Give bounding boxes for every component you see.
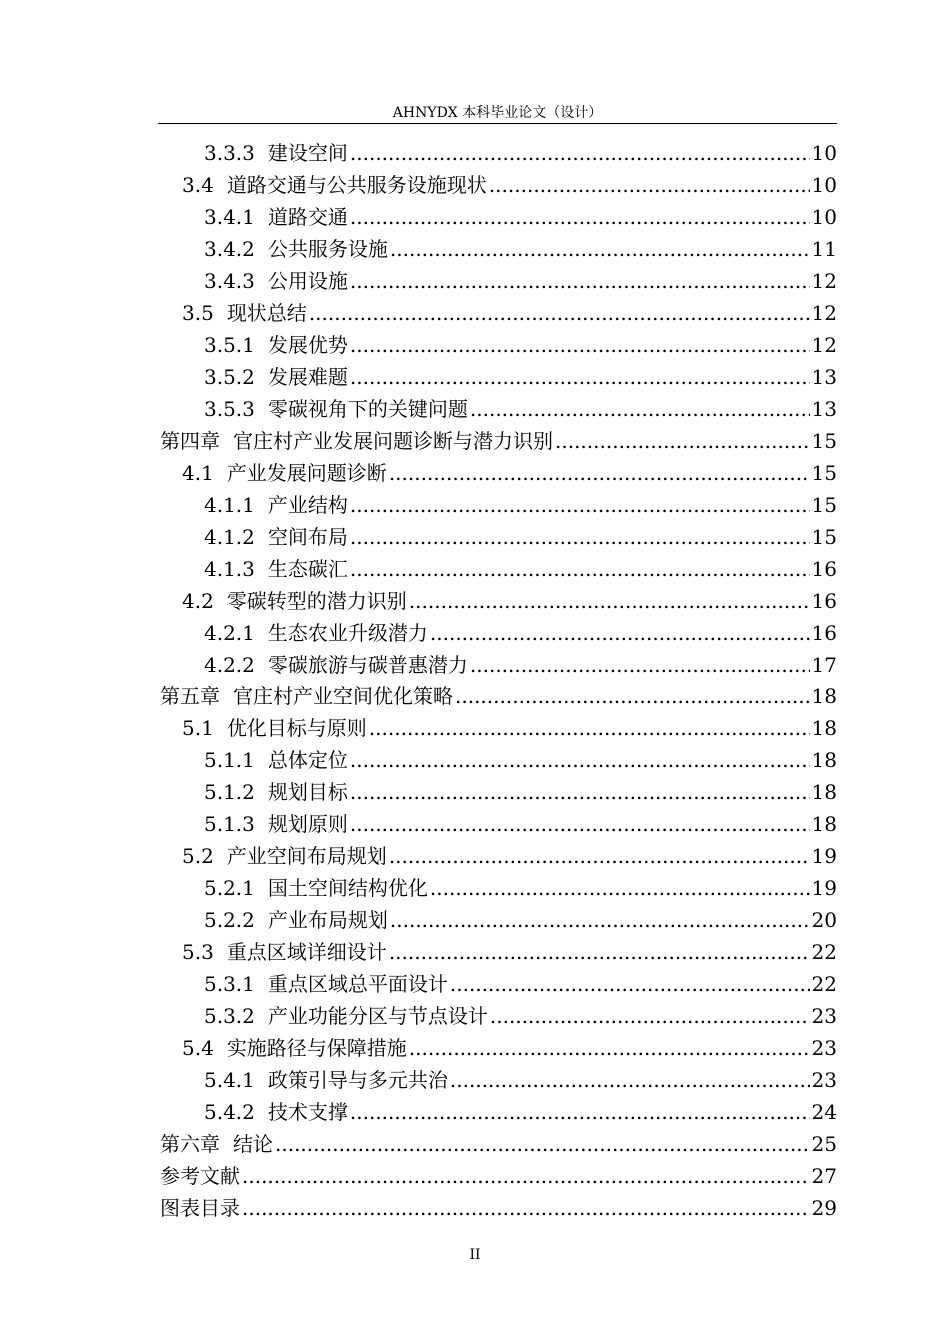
toc-entry-number: 5.4 [182,1036,214,1061]
toc-entry[interactable] [204,554,837,584]
toc-dot-leader [242,1193,810,1223]
toc-dot-leader [350,554,810,584]
toc-entry-title: 产业空间布局规划 [226,844,387,869]
toc-entry-number: 4.2.2 [204,652,255,677]
toc-entry-page: 15 [811,460,837,485]
toc-entry[interactable] [160,681,837,711]
toc-entry[interactable] [160,1193,837,1223]
header-rule [158,123,837,124]
toc-entry[interactable] [204,873,837,903]
toc-entry-title: 政策引导与多元共治 [267,1068,448,1093]
toc-entry-title: 发展难题 [267,364,348,389]
toc-entry[interactable] [204,1097,837,1127]
toc-entry-page: 25 [811,1132,837,1157]
toc-entry-title: 生态碳汇 [267,556,348,581]
toc-entry-title: 公共服务设施 [267,236,388,261]
toc-entry-number: 5.2 [182,844,214,869]
toc-entry-page: 10 [811,172,837,197]
toc-entry-number: 3.5 [182,300,214,325]
toc-entry-number: 3.5.1 [204,332,255,357]
toc-entry-number: 5.2.2 [204,908,255,933]
toc-entry[interactable] [204,490,837,520]
toc-entry-title: 总体定位 [267,748,348,773]
toc-entry[interactable] [182,713,837,743]
toc-entry-page: 18 [811,684,837,709]
toc-entry[interactable] [160,1161,837,1191]
toc-dot-leader [409,1033,810,1063]
toc-entry[interactable] [182,170,837,200]
toc-entry[interactable] [204,777,837,807]
toc-entry[interactable] [204,1001,837,1031]
toc-entry-page: 13 [811,364,837,389]
toc-entry[interactable] [160,426,837,456]
toc-entry-title: 公用设施 [267,268,348,293]
toc-entry[interactable] [204,522,837,552]
toc-entry-number: 4.1 [182,460,214,485]
toc-entry[interactable] [204,202,837,232]
toc-entry-page: 24 [811,1100,837,1125]
toc-entry-number: 5.3.1 [204,972,255,997]
toc-entry[interactable] [182,586,837,616]
toc-entry[interactable] [204,138,837,168]
toc-entry-title: 道路交通与公共服务设施现状 [226,172,487,197]
toc-entry-page: 12 [811,300,837,325]
toc-entry-page: 12 [811,332,837,357]
toc-entry-number: 3.4.3 [204,268,255,293]
toc-entry-number: 4.1.1 [204,492,255,517]
toc-entry-title: 发展优势 [267,332,348,357]
toc-entry-page: 23 [811,1068,837,1093]
toc-entry[interactable] [204,362,837,392]
toc-entry[interactable] [204,266,837,296]
page-header: AHNYDX 本科毕业论文（设计） [392,105,603,121]
toc-dot-leader [430,618,810,648]
toc-entry-title: 生态农业升级潜力 [267,620,428,645]
toc-entry-page: 23 [811,1004,837,1029]
toc-dot-leader [350,266,810,296]
toc-entry-title: 官庄村产业发展问题诊断与潜力识别 [233,428,553,453]
toc-entry-title: 官庄村产业空间优化策略 [233,684,453,709]
toc-entry-title: 技术支撑 [267,1100,348,1125]
toc-entry[interactable] [182,298,837,328]
toc-entry-number: 3.4 [182,172,214,197]
toc-entry-number: 5.2.1 [204,876,255,901]
toc-entry-page: 23 [811,1036,837,1061]
toc-entry[interactable] [204,745,837,775]
toc-entry-number: 3.4.1 [204,204,255,229]
toc-entry[interactable] [204,809,837,839]
toc-dot-leader [350,490,810,520]
toc-entry-title: 道路交通 [267,204,348,229]
toc-dot-leader [369,713,810,743]
toc-entry-page: 27 [811,1164,837,1189]
toc-dot-leader [389,458,810,488]
toc-entry-title: 规划目标 [267,780,348,805]
toc-entry-title: 产业布局规划 [267,908,388,933]
toc-dot-leader [350,362,810,392]
toc-entry-title: 空间布局 [267,524,348,549]
toc-entry-number: 5.1.2 [204,780,255,805]
toc-entry-page: 15 [811,524,837,549]
toc-entry-title: 建设空间 [267,141,348,165]
toc-entry[interactable] [182,458,837,488]
toc-entry-page: 16 [811,556,837,581]
toc-entry-page: 16 [811,620,837,645]
toc-dot-leader [490,1001,810,1031]
toc-entry-page: 13 [811,396,837,421]
toc-entry-number: 4.1.3 [204,556,255,581]
toc-dot-leader [470,650,810,680]
toc-entry-title: 实施路径与保障措施 [226,1036,407,1061]
toc-dot-leader [350,330,810,360]
toc-entry-title: 产业结构 [267,492,348,517]
toc-dot-leader [489,170,810,200]
toc-dot-leader [389,841,810,871]
toc-entry-number: 3.5.3 [204,396,255,421]
toc-entry[interactable] [204,969,837,999]
toc-entry-page: 10 [811,141,837,165]
toc-dot-leader [390,234,810,264]
toc-dot-leader [430,873,810,903]
toc-entry-page: 15 [811,428,837,453]
toc-entry-number: 第五章 [160,684,220,709]
toc-entry-title: 优化目标与原则 [226,716,367,741]
toc-entry[interactable] [204,234,837,264]
toc-entry-page: 20 [811,908,837,933]
toc-entry-title: 产业发展问题诊断 [226,460,387,485]
toc-entry-number: 第六章 [160,1132,220,1157]
toc-dot-leader [309,298,810,328]
toc-entry-number: 第四章 [160,428,220,453]
toc-dot-leader [350,1097,810,1127]
toc-entry-number: 3.3.3 [204,141,255,165]
toc-dot-leader [390,905,810,935]
toc-dot-leader [242,1161,810,1191]
toc-entry-title: 零碳转型的潜力识别 [226,588,407,613]
toc-entry-number: 4.2 [182,588,214,613]
toc-entry-title: 零碳旅游与碳普惠潜力 [267,652,468,677]
toc-dot-leader [350,138,810,168]
toc-entry-number: 5.1 [182,716,214,741]
toc-entry-number: 5.1.3 [204,812,255,837]
toc-entry-page: 29 [811,1196,837,1220]
toc-dot-leader [350,745,810,775]
toc-dot-leader [450,969,810,999]
toc-dot-leader [350,522,810,552]
toc-dot-leader [470,394,810,424]
toc-entry-title: 结论 [233,1132,273,1157]
toc-entry-title: 图表目录 [160,1196,240,1220]
toc-entry[interactable] [182,841,837,871]
toc-entry-page: 11 [811,236,837,261]
toc-entry[interactable] [204,905,837,935]
toc-entry[interactable] [182,937,837,967]
toc-dot-leader [555,426,810,456]
toc-entry[interactable] [204,650,837,680]
toc-entry-page: 22 [811,940,837,965]
toc-dot-leader [409,586,810,616]
toc-dot-leader [450,1065,810,1095]
toc-entry-number: 5.3.2 [204,1004,255,1029]
toc-entry-page: 15 [811,492,837,517]
toc-entry-number: 4.1.2 [204,524,255,549]
toc-dot-leader [350,777,810,807]
toc-entry-number: 3.5.2 [204,364,255,389]
toc-entry[interactable] [160,1129,837,1159]
toc-entry-page: 17 [811,652,837,677]
toc-dot-leader [275,1129,810,1159]
toc-entry-page: 18 [811,748,837,773]
toc-entry-page: 22 [811,972,837,997]
toc-dot-leader [455,681,810,711]
toc-entry[interactable] [204,618,837,648]
toc-entry-number: 3.4.2 [204,236,255,261]
toc-entry-title: 零碳视角下的关键问题 [267,396,468,421]
toc-entry-number: 5.1.1 [204,748,255,773]
toc-entry-title: 产业功能分区与节点设计 [267,1004,488,1029]
toc-entry-title: 规划原则 [267,812,348,837]
toc-entry-page: 18 [811,812,837,837]
toc-dot-leader [350,809,810,839]
page-number: II [469,1247,481,1263]
toc-entry-number: 5.4.2 [204,1100,255,1125]
toc-entry-title: 国土空间结构优化 [267,876,428,901]
toc-entry-title: 参考文献 [160,1164,240,1189]
toc-entry[interactable] [204,394,837,424]
toc-entry-number: 5.3 [182,940,214,965]
toc-entry-page: 10 [811,204,837,229]
toc-entry-number: 4.2.1 [204,620,255,645]
toc-entry[interactable] [204,330,837,360]
toc-entry-number: 5.4.1 [204,1068,255,1093]
toc-entry-page: 16 [811,588,837,613]
toc-entry-page: 19 [811,844,837,869]
toc-dot-leader [389,937,810,967]
toc-entry-page: 18 [811,716,837,741]
toc-entry-page: 12 [811,268,837,293]
toc-entry-title: 现状总结 [226,300,307,325]
toc-dot-leader [350,202,810,232]
toc-entry[interactable] [204,1065,837,1095]
toc-entry-title: 重点区域详细设计 [226,940,387,965]
toc-entry-page: 18 [811,780,837,805]
toc-entry-title: 重点区域总平面设计 [267,972,448,997]
toc-entry[interactable] [182,1033,837,1063]
toc-entry-page: 19 [811,876,837,901]
